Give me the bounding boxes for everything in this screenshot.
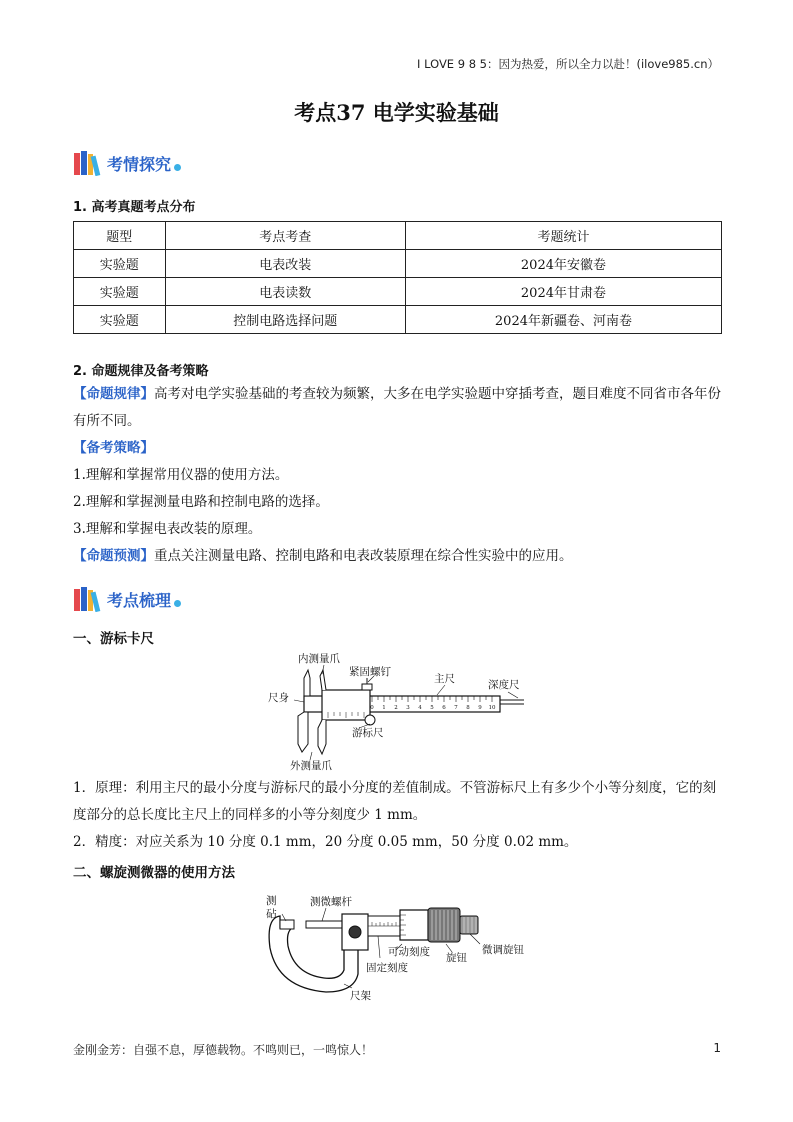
label-inner-jaw: 内测量爪 (298, 653, 340, 665)
predict-paragraph (73, 543, 723, 570)
scale-number: 7 (454, 705, 458, 711)
table-header-cell: 考点考查 (165, 222, 405, 250)
label-sleeve: 固定刻度 (366, 962, 408, 974)
scale-number: 5 (430, 705, 434, 711)
label-vernier: 游标尺 (352, 727, 384, 739)
rule-tag: 【命题规律】 (73, 386, 154, 402)
exam-distribution-table (73, 221, 722, 334)
prep-tag: 【备考策略】 (73, 440, 154, 456)
label-screw: 紧固螺钉 (349, 666, 391, 678)
table-cell: 电表改装 (165, 250, 405, 278)
scale-number: 3 (406, 705, 410, 711)
table-cell: 2024年甘肃卷 (405, 278, 721, 306)
section-badge-label: 考点梳理 (107, 590, 172, 610)
scale-number: 0 (370, 705, 374, 711)
label-ratchet: 微调旋钮 (482, 944, 524, 956)
thumb-wheel (365, 715, 375, 725)
scale-number: 9 (478, 705, 482, 711)
ratchet-shape (460, 916, 478, 934)
rule-text: 高考对电学实验基础的考查较为频繁，大多在电学实验题中穿插考查，题目难度不同省市各年份有所不同。 (73, 386, 721, 429)
prep-tag-line (73, 435, 723, 462)
section-badge-analysis (73, 148, 181, 178)
label-depth: 深度尺 (488, 679, 520, 691)
section-badge-review (73, 584, 181, 614)
table-cell: 实验题 (74, 250, 166, 278)
spindle-shape (306, 921, 346, 928)
table-header-row (74, 222, 722, 250)
table-cell: 电表读数 (165, 278, 405, 306)
page-number: 1 (713, 1041, 721, 1055)
scale-number: 2 (394, 705, 398, 711)
label-body: 尺身 (268, 692, 289, 704)
prep-item: 2.理解和掌握测量电路和控制电路的选择。 (73, 494, 329, 510)
anvil-shape (280, 920, 294, 929)
table-cell: 2024年安徽卷 (405, 250, 721, 278)
scale-number: 6 (442, 705, 446, 711)
books-icon (73, 586, 103, 612)
footer-motto: 金刚金芳：自强不息，厚德载物。不鸣则已，一鸣惊人！ (73, 1043, 374, 1057)
table-cell: 控制电路选择问题 (165, 306, 405, 334)
dist-heading: 1. 高考真题考点分布 (73, 200, 196, 215)
label-knob: 旋钮 (446, 952, 467, 964)
books-icon (73, 150, 103, 176)
scale-number: 1 (382, 705, 386, 711)
micrometer-figure (256, 888, 536, 1008)
label-anvil-1: 测 (266, 895, 277, 907)
screw-icon (362, 684, 372, 690)
label-outer-jaw: 外测量爪 (290, 760, 332, 772)
dot-icon (174, 600, 181, 607)
predict-text: 重点关注测量电路、控制电路和电表改装原理在综合性实验中的应用。 (154, 548, 573, 564)
label-main-scale: 主尺 (434, 673, 455, 685)
label-anvil-2: 砧 (266, 908, 277, 920)
section-badge-label: 考情探究 (107, 154, 172, 174)
micrometer-heading: 二、螺旋测微器的使用方法 (73, 865, 235, 881)
header-note: I LOVE 9 8 5：因为热爱，所以全力以赴！(ilove985.cn） (417, 57, 719, 71)
strategy-heading: 2. 命题规律及备考策略 (73, 364, 209, 379)
caliper-precision: 2．精度：对应关系为 10 分度 0.1 mm，20 分度 0.05 mm，50 分度 0.02 mm。 (73, 834, 578, 850)
label-thimble: 可动刻度 (388, 946, 430, 958)
table-row (74, 250, 722, 278)
table-header-cell: 考题统计 (405, 222, 721, 250)
caliper-principle: 1．原理：利用主尺的最小分度与游标尺的最小分度的差值制成。不管游标尺上有多少个小等分刻度，它的刻度部分的总长度比主尺上的同样多的小等分刻度少 1 mm。 (73, 780, 717, 823)
caliper-heading: 一、游标卡尺 (73, 631, 154, 647)
dot-icon (174, 164, 181, 171)
table-cell: 2024年新疆卷、河南卷 (405, 306, 721, 334)
table-cell: 实验题 (74, 278, 166, 306)
page-title: 考点37 电学实验基础 (294, 100, 499, 125)
vernier-caliper-figure (262, 648, 532, 772)
table-header-cell: 题型 (74, 222, 166, 250)
table-cell: 实验题 (74, 306, 166, 334)
predict-tag: 【命题预测】 (73, 548, 154, 564)
prep-item: 3.理解和掌握电表改装的原理。 (73, 521, 262, 537)
label-frame: 尺架 (350, 990, 371, 1002)
rule-paragraph (73, 381, 723, 435)
label-spindle: 测微螺杆 (310, 896, 352, 908)
scale-number: 10 (488, 705, 496, 711)
scale-number: 4 (418, 705, 422, 711)
prep-item: 1.理解和掌握常用仪器的使用方法。 (73, 467, 289, 483)
table-row (74, 278, 722, 306)
table-row (74, 306, 722, 334)
scale-number: 8 (466, 705, 470, 711)
